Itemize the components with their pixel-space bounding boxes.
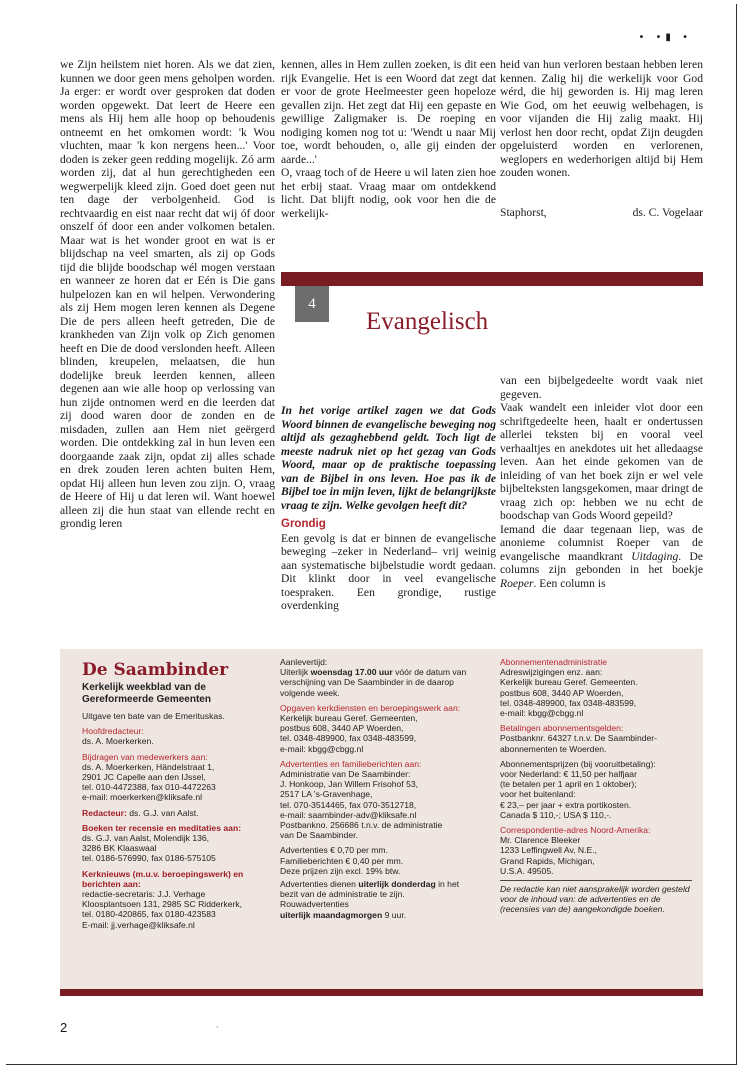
label: Advertenties en familieberichten aan: [280,758,422,769]
value: ds. G.J. van Aalst. [126,807,199,818]
address-line: ds. G.J. van Aalst, Molendijk 136, [82,833,210,844]
address-line: redactie-secretaris: J.J. Verhage [82,889,206,900]
label: Betalingen abonnementsgelden: [500,723,624,734]
address-line: Grand Rapids, Michigan, [500,855,595,866]
article-header-bar [281,272,703,286]
address-line: 1233 Leffingwell Av, N.E., [500,845,597,856]
signature [500,206,703,220]
stray-dot: · [216,1023,219,1032]
address-line: Adreswijzigingen enz. aan: [500,667,603,678]
price-line: voor het buitenland: [500,789,576,800]
address-line: Kloosplantsoen 131, 2985 SC Ridderkerk, [82,899,243,910]
page-number: 2 [60,1020,68,1035]
address-line: e-mail: kbgg@cbgg.nl [280,743,364,754]
label: Correspondentie-adres Noord-Amerika: [500,825,651,836]
price-line: € 23,– per jaar + extra portikosten. [500,799,632,810]
label: Aanlevertijd: [280,657,328,667]
address-line: e-mail: saambinder-adv@kliksafe.nl [280,809,417,820]
paragraph: Vaak wandelt een inleider vlot door een schriftgedeelte heen, haalt er ondertussen allerlei teksten bij en vooral veel verhaaltjes en anekdotes uit het alledaagse leven. Aan het einde gekomen van de inleiding of van het boek zijn er wel vele bijbelteksten langsgekomen, maar dringt de vraag zich op: hebben we nu echt de boodschap van Gods Woord gepeild? [500,401,703,522]
address-line: postbus 608, 3440 AP Woerden, [280,723,404,734]
price-line: (te betalen per 1 april en 1 oktober); [500,779,637,790]
label: Abonnementenadministratie [500,657,608,667]
label: Hoofdredacteur: [82,726,144,737]
text-run: Uiterlijk [280,667,311,678]
rouw-deadline [280,910,478,920]
price-line: Deze prijzen zijn excl. 19% btw. [280,865,401,876]
text-run: . De columns zijn gebonden in het boekje [500,549,703,576]
paragraph: heid van hun verloren bestaan hebben leren kennen. Zalig hij die werkelijk voor God wérd, die hij geworden is. Hij mag leren Wie God, om het eeuwig welbehagen, is voor vijanden die Hij zalig maakt. Hij verlost hen door recht, opdat Zijn deugden opgeluisterd worden en verlorenen, weglopers en wederhorigen altijd bij Hem zouden wonen. [500,58,703,179]
text-run: in het bezit van de administratie te zijn. [280,879,460,900]
article-number: 4 [295,286,329,322]
disclaimer: De redactie kan niet aansprakelijk worden gesteld voor de inhoud van: de advertenties en de (recensies van de) aangekondigde boeken. [500,884,690,915]
column-2 [281,58,496,220]
aanlevertijd [280,667,478,698]
masthead: De Saambinder [82,660,229,680]
address-line: tel. 010-4472388, fax 010-4472263 [82,782,216,793]
address-line: tel. 0186-576990, fax 0186-575105 [82,853,216,864]
magazine-name: Uitdaging [631,549,679,563]
signature-author: ds. C. Vogelaar [632,205,703,219]
deadline: woensdag 17.00 uur [310,667,393,678]
text-run: Rouwadvertenties [280,899,349,910]
paragraph [500,523,703,591]
text-run: 9 uur. [382,909,407,920]
address-line: van De Saambinder. [280,830,358,841]
label: Kerknieuws (m.u.v. beroepingswerk) en berichten aan: [82,868,244,889]
paragraph: van een bijbelgedeelte wordt vaak niet gegeven. [500,374,703,401]
text-run: . Een column is [533,576,606,590]
address-line: Mr. Clarence Bleeker [500,835,581,846]
address-line: postbus 608, 3440 AP Woerden, [500,687,624,698]
label: Bijdragen van medewerkers aan: [82,751,208,762]
address-line: U.S.A. 49505. [500,865,554,876]
article-subhead: Grondig [281,518,326,530]
address-line: Postbanknr. 64327 t.n.v. De Saambinder- [500,733,658,744]
advert-deadline [280,879,478,899]
article-intro: In het vorige artikel zagen we dat Gods Woord binnen de evangelische beweging nog altijd als gezaghebbend geldt. Toch ligt de meeste nadruk niet op het gezag van Gods Woord, maar op de praktische toepassing van de Bijbel in ons leven. Hoe pas ik de Bijbel toe in mijn leven, lijkt de belangrijkste vraag te zijn. Welke gevolgen heeft dit? [281,404,496,512]
price-line: Familieberichten € 0,40 per mm. [280,855,404,866]
address-line: tel. 0348-489900, fax 0348-483599, [500,697,637,708]
address-line: e-mail: moerkerken@kliksafe.nl [82,792,203,803]
article-title: Evangelisch [366,308,489,335]
deadline: uiterlijk maandagmorgen [280,909,383,920]
address-line: abonnementen te Woerden. [500,743,607,754]
address-line: 2901 JC Capelle aan den IJssel, [82,772,206,783]
price-line: Abonnementsprijzen (bij vooruitbetaling): [500,758,656,769]
redacteur-line [82,808,274,818]
article-column-1 [281,404,496,613]
address-line: E-mail: jj.verhage@kliksafe.nl [82,919,195,930]
masthead-subtitle: Kerkelijk weekblad van de Gereformeerde Gemeenten [82,682,211,705]
price-line: voor Nederland: € 11,50 per halfjaar [500,769,637,780]
address-line: ds. A. Moerkerken, Händelstraat 1, [82,761,215,772]
text-run: vóór de datum van verschijning van De Saambinder in de daarop volgende week. [280,667,467,698]
column-3 [500,58,703,219]
address-line: tel. 0180-420865, fax 0180-423583 [82,909,216,920]
deadline: uiterlijk donderdag [358,879,436,890]
article-column-2 [500,374,703,590]
label: Boeken ter recensie en meditaties aan: [82,822,242,833]
divider [500,880,692,881]
colophon-column-1 [82,657,274,930]
colophon-column-2 [280,657,478,920]
paragraph: O, vraag toch of de Heere u wil laten zien hoe het erbij staat. Vraag maar om ontdekkend licht. Dat blijft nodig, ook voor hen die de werkelijk- [281,166,496,220]
paragraph: kennen, alles in Hem zullen zoeken, is dit een rijk Evangelie. Het is een Woord dat zegt dat er voor de grote Heelmeester geen hopeloze gevallen zijn. Het zegt dat Hij een gepaste en gewillige Zaligmaker is. De roeping en nodiging komen nog tot u: 'Wendt u naar Mij toe, wordt behouden, o, alle gij einden der aarde...' [281,58,496,166]
address-line: Postbankno. 256686 t.n.v. de administratie [280,820,443,831]
address-line: tel. 070-3514465, fax 070-3512718, [280,799,417,810]
label: Redacteur: [82,807,127,818]
colophon-column-3 [500,657,692,915]
label: Opgaven kerkdiensten en beroepingswerk aan: [280,702,461,713]
publisher: Uitgave ten bate van de Emerituskas. [82,711,225,721]
top-marks: • •▮ • [638,32,692,43]
value: ds. A. Moerkerken. [82,736,154,747]
text-run: Iemand die daar tegenaan liep, was de anonieme columnist Roeper van de evangelische maandkrant [500,522,703,563]
address-line: 2517 LA 's-Gravenhage, [280,789,373,800]
book-name: Roeper [500,576,534,590]
address-line: J. Honkoop, Jan Willem Frisohof 53, [280,779,419,790]
text-run: Advertenties dienen [280,879,359,890]
price-line: Advertenties € 0,70 per mm. [280,845,388,856]
column-1 [60,58,275,531]
address-line: 3286 BK Klaaswaal [82,843,157,854]
address-line: tel. 0348-489900, fax 0348-483599, [280,733,417,744]
colophon-box [60,649,703,996]
signature-place: Staphorst, [500,205,547,219]
address-line: e-mail: kbgg@cbgg.nl [500,708,584,719]
address-line: Kerkelijk bureau Geref. Gemeenten. [500,677,638,688]
paragraph: we Zijn heilstem niet horen. Als we dat zien, kunnen we door geen mens geholpen worden. Ja erger: er wordt over gesproken dat doden worden opgewekt. Dat leert de Heere een mens als Hij hem alle hoop op behoudenis ontneemt en het omkomen wordt: 'k Wou vluchten, maar 'k kon nergens heen...' Voor doden is zeker geen redding mogelijk. Zó arm worden zij, dat al hun gerechtigheden een wegwerpelijk kleed zijn. Goed doet geen nut ten dage der verbolgenheid. God is rechtvaardig en eist naar recht dat wij óf door onszelf óf door een ander volkomen betalen. Maar wat is het wonder groot en wat is er blijdschap na veel smarten, als zij op Gods tijd die blijde boodschap wél mogen verstaan en wanneer ze horen dat er Eén is Die gans hulpelozen kan en wil helpen. Verwondering als zij Hem mogen leren kennen als Degene Die de pers alleen heeft getreden, Die de krankheden van Zijn volk op Zich genomen heeft en Die de dood verslonden heeft. Alleen blinden, kreupelen, melaatsen, die hun dodelijke breuk leerden kennen, alleen degenen aan wie alle hoop op verlossing van hun zijde ontnomen werd en die leerden dat zij dood waren door de zonden en de misdaden, zullen aan Hem niet geërgerd worden. Die ontdekking zal in hun leven een doorgaande zaak zijn, opdat zij alles schade en drek zouden leren achten buiten Hem, opdat Hij alleen hun leven zou zijn. O, vraag de Heere of Hij u dat leren wil. Want hoewel alleen zij die hun staat van ellende recht en grondig leren [60,58,275,530]
price-line: Canada $ 110,-; USA $ 110,-. [500,809,612,820]
address-line: Administratie van De Saambinder: [280,769,411,780]
paragraph: Een gevolg is dat er binnen de evangelische beweging –zeker in Nederland– vrij weinig aan systematische bijbelstudie wordt gedaan. Dit klinkt door in veel evangelische toespraken. Een grondige, rustige overdenking [281,531,496,612]
address-line: Kerkelijk bureau Geref. Gemeenten, [280,713,418,724]
